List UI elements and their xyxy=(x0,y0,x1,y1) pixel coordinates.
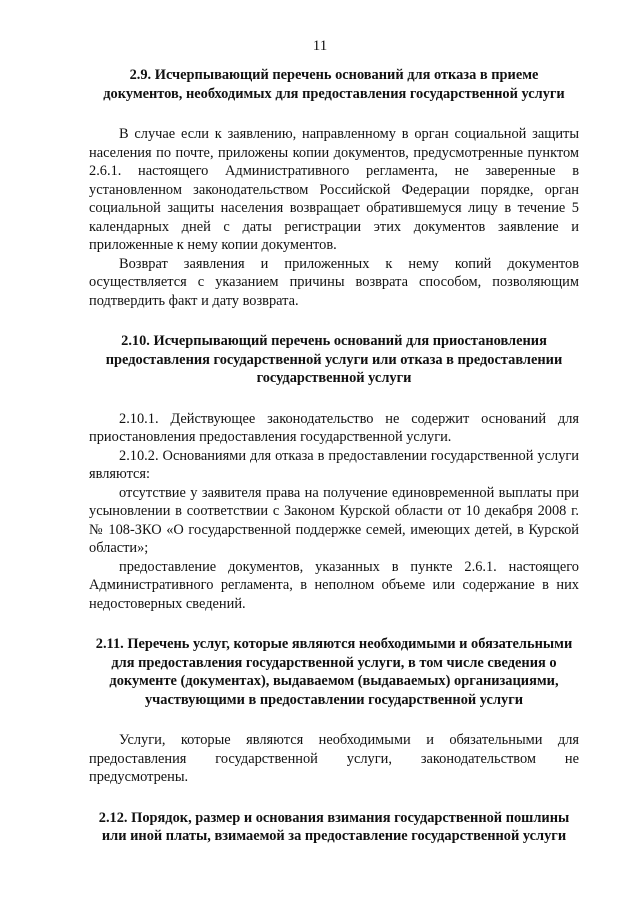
section-2-12 xyxy=(89,809,579,846)
paragraph: отсутствие у заявителя права на получение единовременной выплаты при усыновлении в соответствии с Законом Курской области от 10 декабря 2008 г. № 108-ЗКО «О государственной поддержке семей, имеющих детей, в Курской области»; xyxy=(89,484,579,556)
section-2-10 xyxy=(89,332,579,613)
document-body xyxy=(89,60,579,846)
paragraph: 2.10.2. Основаниями для отказа в предоставлении государственной услуги являются: xyxy=(89,447,579,482)
section-2-9 xyxy=(89,66,579,310)
paragraph: Услуги, которые являются необходимыми и обязательными для предоставления государственной услуги, законодательством не предусмотрены. xyxy=(89,732,579,785)
paragraph: 2.10.1. Действующее законодательство не содержит оснований для приостановления предоставления государственной услуги. xyxy=(89,410,579,445)
paragraph: предоставление документов, указанных в пункте 2.6.1. настоящего Административного регламента, в неполном объеме или содержание в них недостоверных сведений. xyxy=(89,558,579,612)
section-2-11 xyxy=(89,635,579,787)
section-heading: 2.12. Порядок, размер и основания взимания государственной пошлины или иной платы, взимаемой за предоставление государственной услуги xyxy=(98,809,570,844)
paragraph: В случае если к заявлению, направленному в орган социальной защиты населения по почте, приложены копии документов, предусмотренные пунктом 2.6.1. настоящего Административного регламента, не заверенные в установленном законодательством Российской Федерации порядке, орган социальной защиты населения возвращает обратившемуся лицу в течение 5 календарных дней с даты регистрации этих документов заявление и приложенные к нему копии документов. xyxy=(89,126,579,253)
section-heading: 2.9. Исчерпывающий перечень оснований для отказа в приеме документов, необходимых для предоставления государственной услуги xyxy=(103,67,565,102)
section-heading: 2.10. Исчерпывающий перечень оснований для приостановления предоставления государственной услуги или отказа в предоставлении государственной услуги xyxy=(105,333,563,386)
section-heading: 2.11. Перечень услуг, которые являются необходимыми и обязательными для предоставления государственной услуги, в том числе сведения о документе (документах), выдаваемом (выдаваемых) организациями, участвующими в предоставлении государственной услуги xyxy=(95,636,573,708)
paragraph: Возврат заявления и приложенных к нему копий документов осуществляется с указанием причины возврата способом, позволяющим подтвердить факт и дату возврата. xyxy=(89,255,579,309)
page-number: 11 xyxy=(312,38,328,54)
